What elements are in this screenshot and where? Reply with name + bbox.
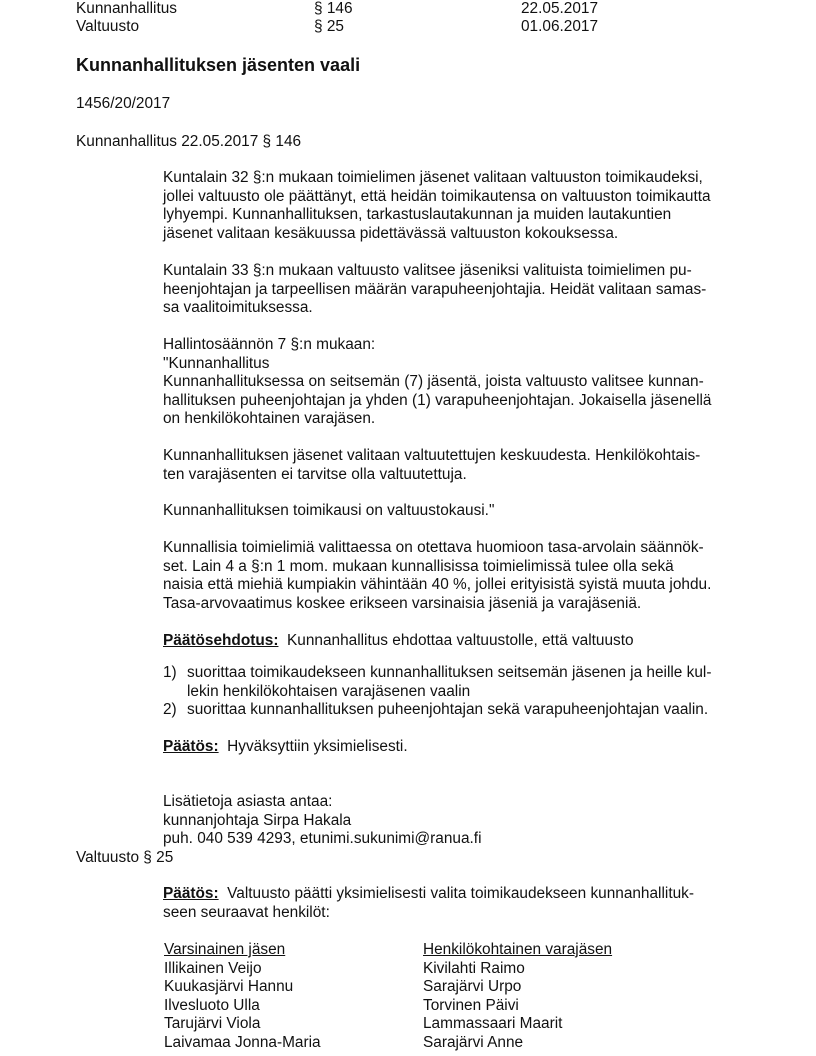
proposal-text: Kunnanhallitus ehdottaa valtuustolle, että valtuusto <box>287 632 634 649</box>
header-deputy-member: Henkilökohtainen varajäsen <box>423 941 613 958</box>
text-line: Kunnanhallituksen toimikausi on valtuustokausi." <box>163 502 495 519</box>
proposal <box>163 632 743 651</box>
text-line: Kuntalain 32 §:n mukaan toimielimen jäsenet valitaan valtuuston toimikaudeksi, <box>163 169 703 186</box>
text-line: hallituksen puheenjohtajan ja yhden (1) varapuheenjohtajan. Jokaisella jäsenellä <box>163 391 712 409</box>
council-reference: Valtuusto § 25 <box>76 849 174 866</box>
text-line: Hallintosäännön 7 §:n mukaan: <box>163 336 376 353</box>
decision-label: Päätös: <box>163 885 219 902</box>
text-line: lyhyempi. Kunnanhallituksen, tarkastuslautakunnan ja muiden lautakuntien <box>163 206 672 224</box>
decision-council <box>163 885 743 922</box>
text-line: on henkilökohtainen varajäsen. <box>163 410 376 428</box>
deputy-member: Sarajärvi Anne <box>423 1033 524 1051</box>
text-line: Tasa-arvovaatimus koskee erikseen varsinaisia jäseniä ja varajäseniä. <box>163 594 642 612</box>
text-line: Kunnanhallituksen jäsenet valitaan valtuutettujen keskuudesta. Henkilökohtais- <box>163 447 701 464</box>
header-regular-member: Varsinainen jäsen <box>164 941 286 958</box>
table-row <box>164 978 664 997</box>
table-row <box>164 1034 664 1053</box>
text-line: set. Lain 4 a §:n 1 mom. mukaan kunnallisissa toimielimissä tulee olla sekä <box>163 557 674 575</box>
document-title: Kunnanhallituksen jäsenten vaali <box>76 55 361 75</box>
decision-text: seen seuraavat henkilöt: <box>163 903 330 921</box>
item-text: suorittaa kunnanhallituksen puheenjohtajan sekä varapuheenjohtajan vaalin. <box>187 701 709 718</box>
regular-member: Tarujärvi Viola <box>164 1015 261 1033</box>
decision-text: Valtuusto päätti yksimielisesti valita toimikaudekseen kunnanhallituk- <box>227 885 694 902</box>
proposal-label: Päätösehdotus: <box>163 632 279 649</box>
table-row <box>164 960 664 979</box>
text-line: "Kunnanhallitus <box>163 354 270 372</box>
paragraph-hallintosaanto <box>163 336 743 429</box>
case-number: 1456/20/2017 <box>76 95 171 112</box>
decision-board <box>163 738 743 757</box>
table-header <box>164 941 664 960</box>
header-section: § 146 <box>314 0 353 17</box>
text-line: jäsenet valitaan kesäkuussa pidettävässä valtuuston kokouksessa. <box>163 224 619 242</box>
text-line: sa vaalitoimituksessa. <box>163 299 313 317</box>
header-body: Valtuusto <box>76 18 140 35</box>
text-line: Kunnallisia toimielimiä valittaessa on otettava huomioon tasa-arvolain säännök- <box>163 539 704 556</box>
header-section: § 25 <box>314 18 344 35</box>
deputy-member: Kivilahti Raimo <box>423 959 525 977</box>
regular-member: Laivamaa Jonna-Maria <box>164 1033 321 1051</box>
item-text: lekin henkilökohtaisen varajäsenen vaalin <box>187 682 471 700</box>
header-row <box>76 0 676 18</box>
contact-line: puh. 040 539 4293, etunimi.sukunimi@ranua.fi <box>163 830 482 848</box>
members-table <box>164 941 664 1053</box>
header-row <box>76 18 676 36</box>
header-body: Kunnanhallitus <box>76 0 177 17</box>
contact-line: Lisätietoja asiasta antaa: <box>163 793 333 810</box>
deputy-member: Sarajärvi Urpo <box>423 978 522 996</box>
header-date: 22.05.2017 <box>521 0 599 17</box>
item-text: suorittaa toimikaudekseen kunnanhallituksen seitsemän jäsenen ja heille kul- <box>187 664 712 681</box>
contact-line: kunnanjohtaja Sirpa Hakala <box>163 811 352 829</box>
deputy-member: Torvinen Päivi <box>423 996 519 1014</box>
table-row <box>164 1015 664 1034</box>
paragraph-kuntalaki-33 <box>163 262 743 318</box>
header-date: 01.06.2017 <box>521 18 599 35</box>
text-line: naisia että miehiä kumpiakin vähintään 40 %, jollei erityisistä syistä muuta johdu. <box>163 576 712 594</box>
decision-text: Hyväksyttiin yksimielisesti. <box>227 738 408 755</box>
text-line: Kunnanhallituksessa on seitsemän (7) jäsentä, joista valtuusto valitsee kunnan- <box>163 373 704 391</box>
regular-member: Kuukasjärvi Hannu <box>164 978 294 996</box>
item-number: 2) <box>163 701 177 718</box>
paragraph-term <box>163 502 743 521</box>
paragraph-members <box>163 447 743 484</box>
item-number: 1) <box>163 664 177 681</box>
deputy-member: Lammassaari Maarit <box>423 1015 563 1033</box>
regular-member: Ilvesluoto Ulla <box>164 996 260 1014</box>
text-line: Kuntalain 33 §:n mukaan valtuusto valitsee jäseniksi valituista toimielimen pu- <box>163 262 692 279</box>
text-line: jollei valtuusto ole päättänyt, että heidän toimikautensa on valtuuston toimikautta <box>163 187 711 205</box>
table-row <box>164 997 664 1016</box>
contact-info <box>163 793 743 849</box>
paragraph-equality <box>163 539 743 613</box>
regular-member: Illikainen Veijo <box>164 959 262 977</box>
text-line: ten varajäsenten ei tarvitse olla valtuutettuja. <box>163 465 467 483</box>
text-line: heenjohtajan ja tarpeellisen määrän varapuheenjohtajia. Heidät valitaan samas- <box>163 280 707 298</box>
decision-label: Päätös: <box>163 738 219 755</box>
board-reference: Kunnanhallitus 22.05.2017 § 146 <box>76 133 302 150</box>
paragraph-kuntalaki-32 <box>163 169 743 243</box>
